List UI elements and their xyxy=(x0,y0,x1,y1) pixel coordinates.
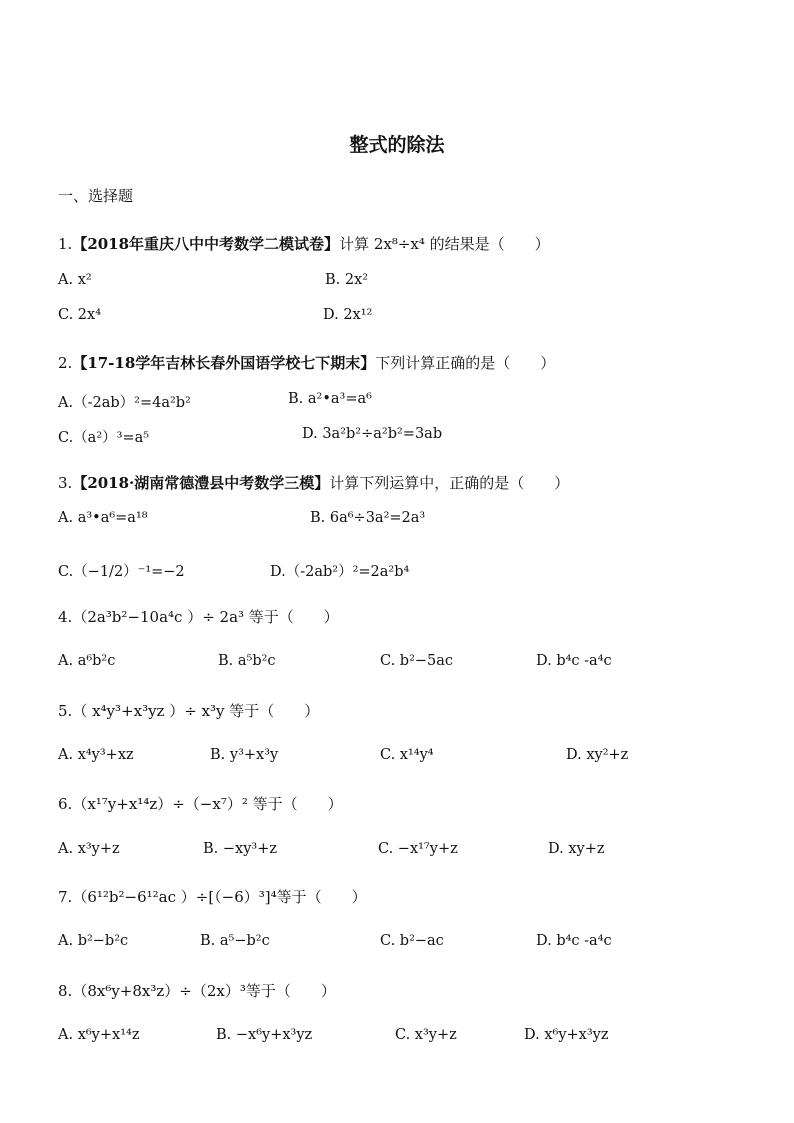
option-d: D. b⁴c -a⁴c xyxy=(536,933,612,949)
option-d: D. b⁴c -a⁴c xyxy=(536,653,612,669)
option-a: A. x⁶y+x¹⁴z xyxy=(58,1027,140,1043)
question-5 xyxy=(58,700,319,721)
question-stem: （2a³b²−10a⁴c ）÷ 2a³ 等于（ ） xyxy=(72,608,339,626)
option-d: D. xy+z xyxy=(548,841,605,857)
question-number: 6. xyxy=(58,795,73,813)
question-stem: （ x⁴y³+x³yz ）÷ x³y 等于（ ） xyxy=(72,702,320,720)
option-a: A.（-2ab）²=4a²b² xyxy=(58,395,191,411)
question-6 xyxy=(58,793,343,814)
option-d: D. 2x¹² xyxy=(323,307,373,323)
question-number: 1. xyxy=(58,235,73,253)
section-heading: 一、选择题 xyxy=(58,187,134,205)
option-d: D.（-2ab²）²=2a²b⁴ xyxy=(270,564,410,580)
option-a: A. a⁶b²c xyxy=(58,653,116,669)
option-a: A. x² xyxy=(58,272,92,288)
question-number: 7. xyxy=(58,888,73,906)
option-b: B. 2x² xyxy=(325,272,369,288)
question-stem: （x¹⁷y+x¹⁴z）÷（−x⁷）² 等于（ ） xyxy=(72,795,343,813)
question-7 xyxy=(58,886,367,907)
question-3 xyxy=(58,472,569,493)
question-8 xyxy=(58,980,336,1001)
option-c: C. 2x⁴ xyxy=(58,307,102,323)
option-b: B. −x⁶y+x³yz xyxy=(216,1027,313,1043)
question-source: 【2018·湖南常德澧县中考数学三模】 xyxy=(72,474,330,492)
question-number: 2. xyxy=(58,354,73,372)
option-b: B. y³+x³y xyxy=(210,747,279,763)
option-d: D. x⁶y+x³yz xyxy=(524,1027,609,1043)
option-b: B. a⁵−b²c xyxy=(200,933,270,949)
option-c: C. b²−ac xyxy=(380,933,444,949)
option-c: C.（−1/2）⁻¹=−2 xyxy=(58,564,185,580)
question-2 xyxy=(58,352,555,373)
option-c: C.（a²）³=a⁵ xyxy=(58,430,150,446)
question-number: 4. xyxy=(58,608,73,626)
option-a: A. b²−b²c xyxy=(58,933,129,949)
question-stem: 计算下列运算中，正确的是（ ） xyxy=(329,474,570,492)
question-4 xyxy=(58,606,339,627)
question-stem: 下列计算正确的是（ ） xyxy=(375,354,556,372)
question-source: 【2018年重庆八中中考数学二模试卷】 xyxy=(72,235,340,253)
option-a: A. a³•a⁶=a¹⁸ xyxy=(58,510,148,526)
page-title: 整式的除法 xyxy=(349,134,445,156)
option-a: A. x³y+z xyxy=(58,841,120,857)
option-c: C. x¹⁴y⁴ xyxy=(380,747,434,763)
question-number: 3. xyxy=(58,474,73,492)
question-stem: 计算 2x⁸÷x⁴ 的结果是（ ） xyxy=(339,235,550,253)
option-c: C. −x¹⁷y+z xyxy=(378,841,458,857)
question-source: 【17-18学年吉林长春外国语学校七下期末】 xyxy=(72,354,376,372)
option-b: B. a⁵b²c xyxy=(218,653,276,669)
question-stem: （6¹²b²−6¹²ac ）÷[（−6）³]⁴等于（ ） xyxy=(72,888,367,906)
option-b: B. 6a⁶÷3a²=2a³ xyxy=(310,510,426,526)
option-c: C. b²−5ac xyxy=(380,653,454,669)
question-number: 8. xyxy=(58,982,73,1000)
question-stem: （8x⁶y+8x³z）÷（2x）³等于（ ） xyxy=(72,982,336,1000)
option-c: C. x³y+z xyxy=(395,1027,457,1043)
option-d: D. 3a²b²÷a²b²=3ab xyxy=(302,426,443,442)
option-b: B. a²•a³=a⁶ xyxy=(288,391,372,407)
option-d: D. xy²+z xyxy=(566,747,629,763)
option-b: B. −xy³+z xyxy=(203,841,277,857)
question-number: 5. xyxy=(58,702,73,720)
question-1 xyxy=(58,233,550,254)
option-a: A. x⁴y³+xz xyxy=(58,747,134,763)
